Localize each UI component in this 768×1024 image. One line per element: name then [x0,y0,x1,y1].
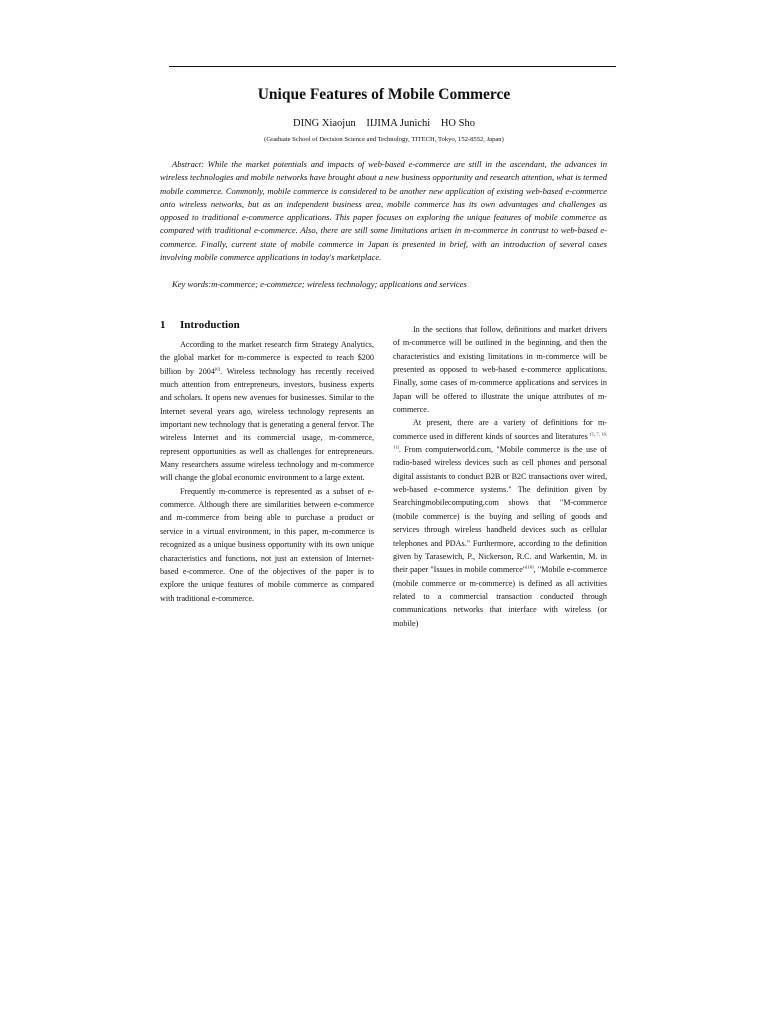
section-title: Introduction [180,319,240,331]
paragraph-text: . From computerworld.com, "Mobile commerce is the use of radio-based wireless devices such as cell phones and personal digital assistants to conduct B2B or B2C transactions over wired, web-based e-commerce systems." The definition given by Searchingmobilecomputing.com shows that "M-commerce (mobile commerce) is the buying and selling of goods and services through wireless handheld devices such as cellular telephones and PDAs." Furthermore, according to the definition given by Tarasewich, P., Nickerson, R.C. and Warkentin, M. in their paper "Issues in mobile commerce" [393,445,607,575]
left-column [160,318,374,605]
author-list [160,118,608,129]
abstract-label: Abstract: [172,159,204,169]
paragraph-text: According to the market research firm Strategy Analytics, the global market for m-commerce is expected to reach $200 billion by 2004 [160,340,374,376]
paragraph: Frequently m-commerce is represented as a subset of e-commerce. Although there are similarities between e-commerce and m-commerce from being able to purchase a product or service in a virtual environment, in this paper, m-commerce is recognized as a unique business opportunity with its own unique characteristics and functions, not just an extension of Internet-based e-commerce. One of the objectives of the paper is to explore the unique features of mobile commerce as compared with traditional e-commerce. [160,486,374,603]
right-column [393,323,607,630]
paragraph-text: At present, there are a variety of definitions for m-commerce used in different kinds of sources and literatures [393,418,607,441]
paragraph: In the sections that follow, definitions and market drivers of m-commerce will be outlined in the beginning, and then the characteristics and existing limitations in m-commerce will be presented as opposed to web-based e-commerce applications. Finally, some cases of m-commerce applications and services in Japan will be offered to illustrate the unique attributes of m-commerce. [393,325,607,415]
citation: [1, 7, 10, 11] [393,431,608,450]
author-name: HO Sho [440,118,475,129]
top-rule [169,66,616,67]
paper-title: Unique Features of Mobile Commerce [257,86,511,103]
abstract-body: While the market potentials and impacts of web-based e-commerce are still in the ascendant, the advances in wireless technologies and mobile networks have brought about a new business opportunity and research attention, what is termed mobile commerce. Commonly, mobile commerce is considered to be another new application of existing web-based e-commerce onto wireless networks, but as an independent business area, mobile commerce has its own advantages and challenges as opposed to traditional e-commerce applications. This paper focuses on exploring the unique features of mobile commerce as compared with traditional e-commerce. Also, there are still some limitations arisen in m-commerce in contrast to web-based e-commerce. Finally, current state of mobile commerce in Japan is presented in brief, with an introduction of several cases involving mobile commerce applications in today's marketplace. [160,159,607,263]
affiliation: (Graduate School of Decision Science and Technology, TITECH, Tokyo, 152-8552, Japan) [264,136,504,143]
author-name: IIJIMA Junichi [366,118,431,129]
section-heading [160,318,374,332]
abstract [160,158,607,264]
paragraph-text: , "Mobile e-commerce (mobile commerce or m-commerce) is defined as all activities related to a commercial transaction conducted through communications networks that interface with wireless (or mobile) [393,565,607,628]
citation: [10] [526,564,534,570]
keywords: Key words:m-commerce; e-commerce; wireless technology; applications and services [172,279,467,289]
paragraph [160,338,374,485]
paragraph-text: . Wireless technology has recently received much attention from entrepreneurs, investors, business experts and scholars. It opens new avenues for businesses. Similar to the Internet several years ago, wireless technology represents an important new technology that is generating a general fervor. The wireless Internet and its commercial usage, m-commerce, represent opportunities as well as challenges for entrepreneurs. Many researchers assume wireless technology and m-commerce will change the global economic environment to a large extent. [160,366,374,483]
paragraph [393,416,607,630]
author-name: DING Xiaojun [293,118,356,129]
citation: [6] [214,365,221,371]
section-number: 1 [160,319,166,331]
